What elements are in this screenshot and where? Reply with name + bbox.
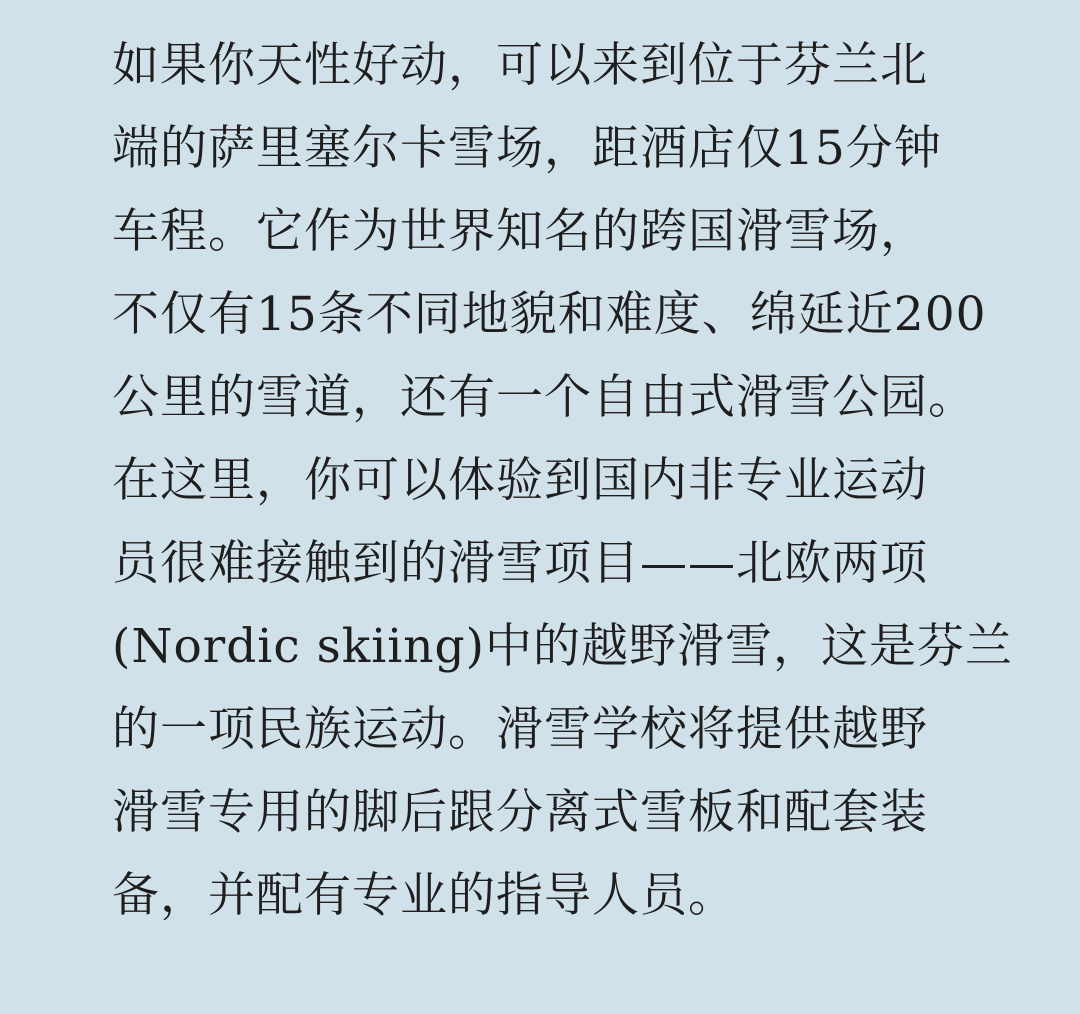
paragraph-line: 在这里，你可以体验到国内非专业运动 xyxy=(112,453,928,508)
paragraph-line: 员很难接触到的滑雪项目——北欧两项 xyxy=(112,536,928,591)
article-text xyxy=(112,24,1012,937)
paragraph-line: 车程。它作为世界知名的跨国滑雪场， xyxy=(112,204,928,259)
paragraph-line: (Nordic skiing)中的越野滑雪，这是芬兰 xyxy=(112,619,1013,674)
paragraph-line: 如果你天性好动，可以来到位于芬兰北 xyxy=(112,38,928,93)
paragraph-line: 滑雪专用的脚后跟分离式雪板和配套装 xyxy=(112,785,928,840)
paragraph-line: 不仅有15条不同地貌和难度、绵延近200 xyxy=(112,287,987,342)
paragraph-line: 公里的雪道，还有一个自由式滑雪公园。 xyxy=(112,370,976,425)
paragraph-line: 备，并配有专业的指导人员。 xyxy=(112,868,736,923)
paragraph-line: 端的萨里塞尔卡雪场，距酒店仅15分钟 xyxy=(112,121,942,176)
paragraph-line: 的一项民族运动。滑雪学校将提供越野 xyxy=(112,702,928,757)
